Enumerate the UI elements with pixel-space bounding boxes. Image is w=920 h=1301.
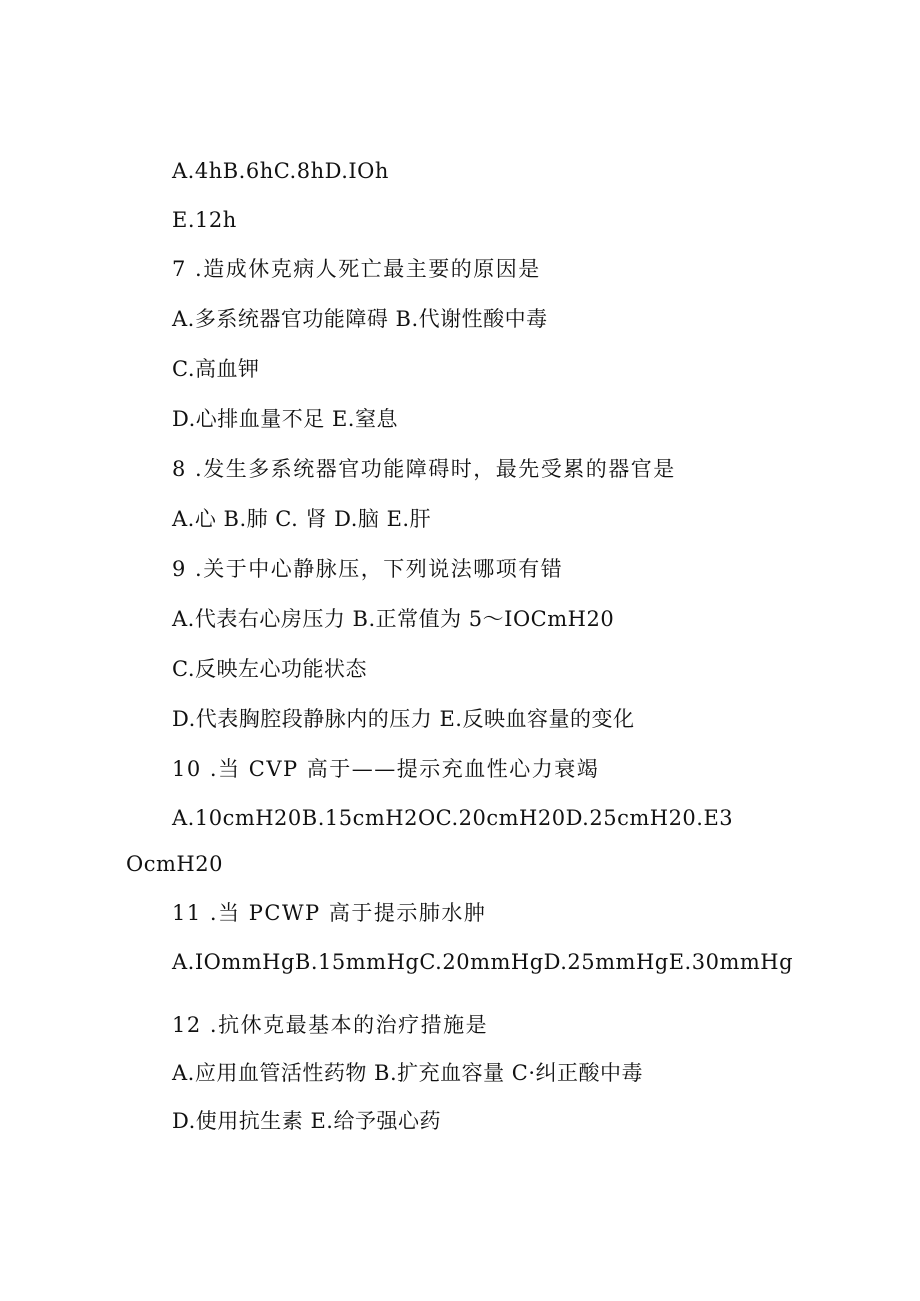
question-9: 9 .关于中心静脉压，下列说法哪项有错 [172, 557, 564, 581]
question-12: 12 .抗休克最基本的治疗措施是 [172, 1013, 489, 1037]
question-7: 7 .造成休克病人死亡最主要的原因是 [172, 257, 541, 281]
answer-options-8: A.心 B.肺 C. 肾 D.脑 E.肝 [172, 507, 432, 531]
question-11: 11 .当 PCWP 高于提示肺水肿 [172, 901, 487, 925]
answer-options-12-abc: A.应用血管活性药物 B.扩充血容量 C·纠正酸中毒 [172, 1061, 644, 1085]
answer-options-10: A.10cmH20B.15cmH2OC.20cmH20D.25cmH20.E3 [172, 806, 734, 830]
question-10: 10 .当 CVP 高于——提示充血性心力衰竭 [172, 757, 600, 781]
answer-options-6: A.4hB.6hC.8hD.IOh [172, 159, 389, 183]
answer-options-7-ab: A.多系统器官功能障碍 B.代谢性酸中毒 [172, 307, 548, 331]
answer-options-10-continued: OcmH20 [126, 852, 223, 876]
question-8: 8 .发生多系统器官功能障碍时，最先受累的器官是 [172, 457, 676, 481]
answer-option-9c: C.反映左心功能状态 [172, 657, 367, 681]
answer-option-6e: E.12h [172, 208, 237, 232]
answer-options-9-ab: A.代表右心房压力 B.正常值为 5～IOCmH20 [172, 607, 615, 631]
answer-options-12-de: D.使用抗生素 E.给予强心药 [172, 1109, 441, 1133]
answer-option-7c: C.高血钾 [172, 357, 260, 381]
answer-options-11: A.IOmmHgB.15mmHgC.20mmHgD.25mmHgE.30mmHg [172, 950, 794, 974]
answer-options-7-de: D.心排血量不足 E.窒息 [172, 407, 398, 431]
answer-options-9-de: D.代表胸腔段静脉内的压力 E.反映血容量的变化 [172, 707, 635, 731]
